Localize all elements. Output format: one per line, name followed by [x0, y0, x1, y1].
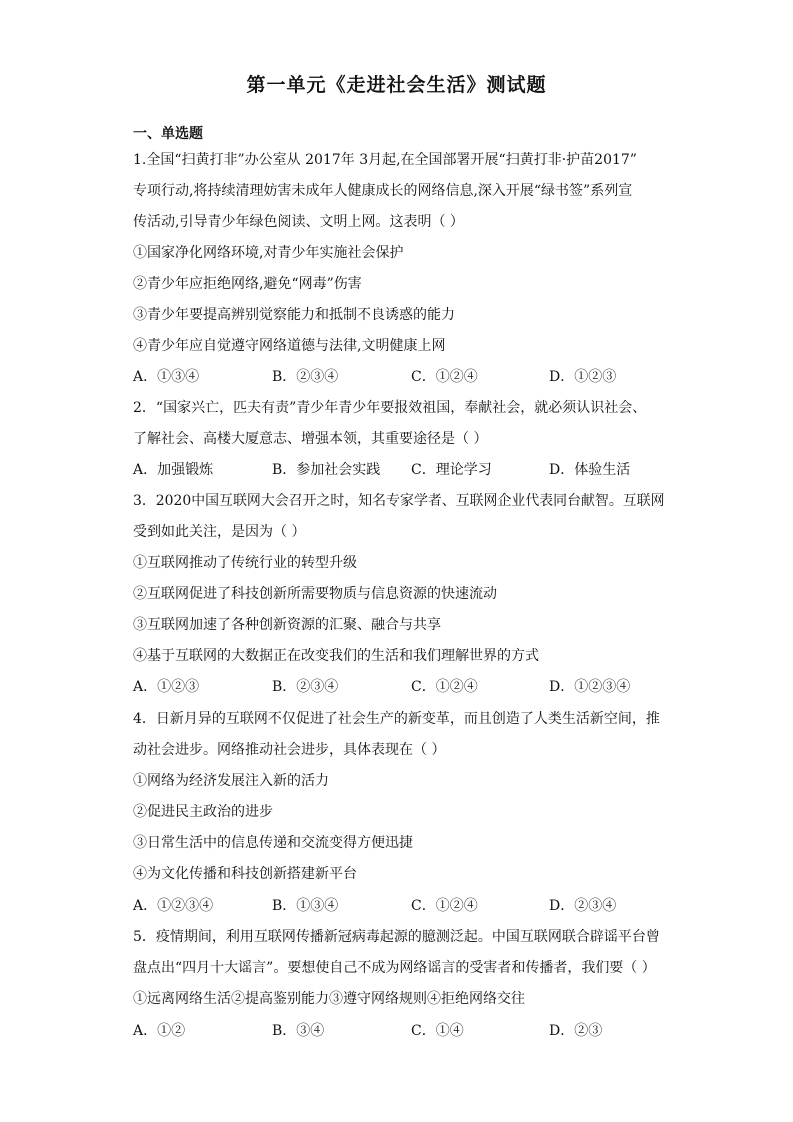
question-3-line-2: 受到如此关注，是因为（ ） [133, 524, 306, 540]
option-c: C．①②④ [411, 369, 478, 385]
question-1-statement-1: ①国家净化网络环境,对青少年实施社会保护 [133, 245, 404, 261]
question-3-line-1: 3．2020中国互联网大会召开之时，知名专家学者、互联网企业代表同台献智。互联网 [133, 493, 665, 509]
question-3-statement-3: ③互联网加速了各种创新资源的汇聚、融合与共享 [133, 617, 441, 633]
question-5-statements: ①远离网络生活②提高鉴别能力③遵守网络规则④拒绝网络交往 [133, 991, 525, 1007]
question-4-statement-4: ④为文化传播和科技创新搭建新平台 [133, 866, 357, 882]
option-b: B．②③④ [272, 679, 339, 695]
option-b: B．①③④ [272, 898, 339, 914]
question-5-line-1: 5．疫情期间，利用互联网传播新冠病毒起源的臆测泛起。中国互联网联合辟谣平台曾 [133, 929, 660, 945]
option-d: D．①②③④ [549, 679, 631, 695]
option-b: B．参加社会实践 [272, 462, 381, 478]
option-c: C．①②④ [411, 679, 478, 695]
option-b: B．②③④ [272, 369, 339, 385]
question-1-line-2: 专项行动,将持续清理妨害未成年人健康成长的网络信息,深入开展“绿书签”系列宣 [133, 183, 633, 199]
option-d: D．②③ [549, 1023, 603, 1039]
option-d: D．①②③ [549, 369, 617, 385]
question-4-statement-1: ①网络为经济发展注入新的活力 [133, 773, 329, 789]
option-a: A．加强锻炼 [133, 462, 214, 478]
question-4-line-1: 4．日新月异的互联网不仅促进了社会生产的新变革，而且创造了人类生活新空间，推 [133, 711, 660, 727]
question-3-statement-4: ④基于互联网的大数据正在改变我们的生活和我们理解世界的方式 [133, 648, 539, 664]
question-4-statement-2: ②促进民主政治的进步 [133, 804, 273, 820]
option-a: A．①③④ [133, 369, 200, 385]
option-c: C．①④ [411, 1023, 464, 1039]
option-b: B．③④ [272, 1023, 325, 1039]
question-1-line-1: 1.全国“扫黄打非”办公室从 2017年 3月起,在全国部署开展“扫黄打非·护苗2017” [133, 152, 637, 168]
option-c: C．理论学习 [411, 462, 492, 478]
question-1-statement-4: ④青少年应自觉遵守网络道德与法律,文明健康上网 [133, 338, 446, 354]
option-a: A．①② [133, 1023, 186, 1039]
question-4-statement-3: ③日常生活中的信息传递和交流变得方便迅捷 [133, 835, 413, 851]
section-heading: 一、单选题 [133, 126, 203, 142]
question-1-statement-2: ②青少年应拒绝网络,避免“网毒”伤害 [133, 276, 362, 292]
option-a: A．①②③④ [133, 898, 214, 914]
question-3-statement-1: ①互联网推动了传统行业的转型升级 [133, 555, 357, 571]
option-d: D．②③④ [549, 898, 617, 914]
question-3-statement-2: ②互联网促进了科技创新所需要物质与信息资源的快速流动 [133, 586, 497, 602]
option-d: D．体验生活 [549, 462, 631, 478]
question-1-line-3: 传活动,引导青少年绿色阅读、文明上网。这表明（ ） [133, 214, 464, 230]
question-2-line-2: 了解社会、高楼大厦意志、增强本领，其重要途径是（ ） [133, 431, 488, 447]
option-a: A．①②③ [133, 679, 200, 695]
question-2-line-1: 2．“国家兴亡，匹夫有责”青少年青少年要报效祖国，奉献社会，就必须认识社会、 [133, 400, 647, 416]
option-c: C．①②④ [411, 898, 478, 914]
question-4-line-2: 动社会进步。网络推动社会进步，具体表现在（ ） [133, 742, 446, 758]
question-5-line-2: 盘点出“四月十大谣言”。要想使自己不成为网络谣言的受害者和传播者，我们要（ ） [133, 960, 656, 976]
question-1-statement-3: ③青少年要提高辨别觉察能力和抵制不良诱惑的能力 [133, 307, 455, 323]
document-title: 第一单元《走进社会生活》测试题 [246, 74, 547, 96]
